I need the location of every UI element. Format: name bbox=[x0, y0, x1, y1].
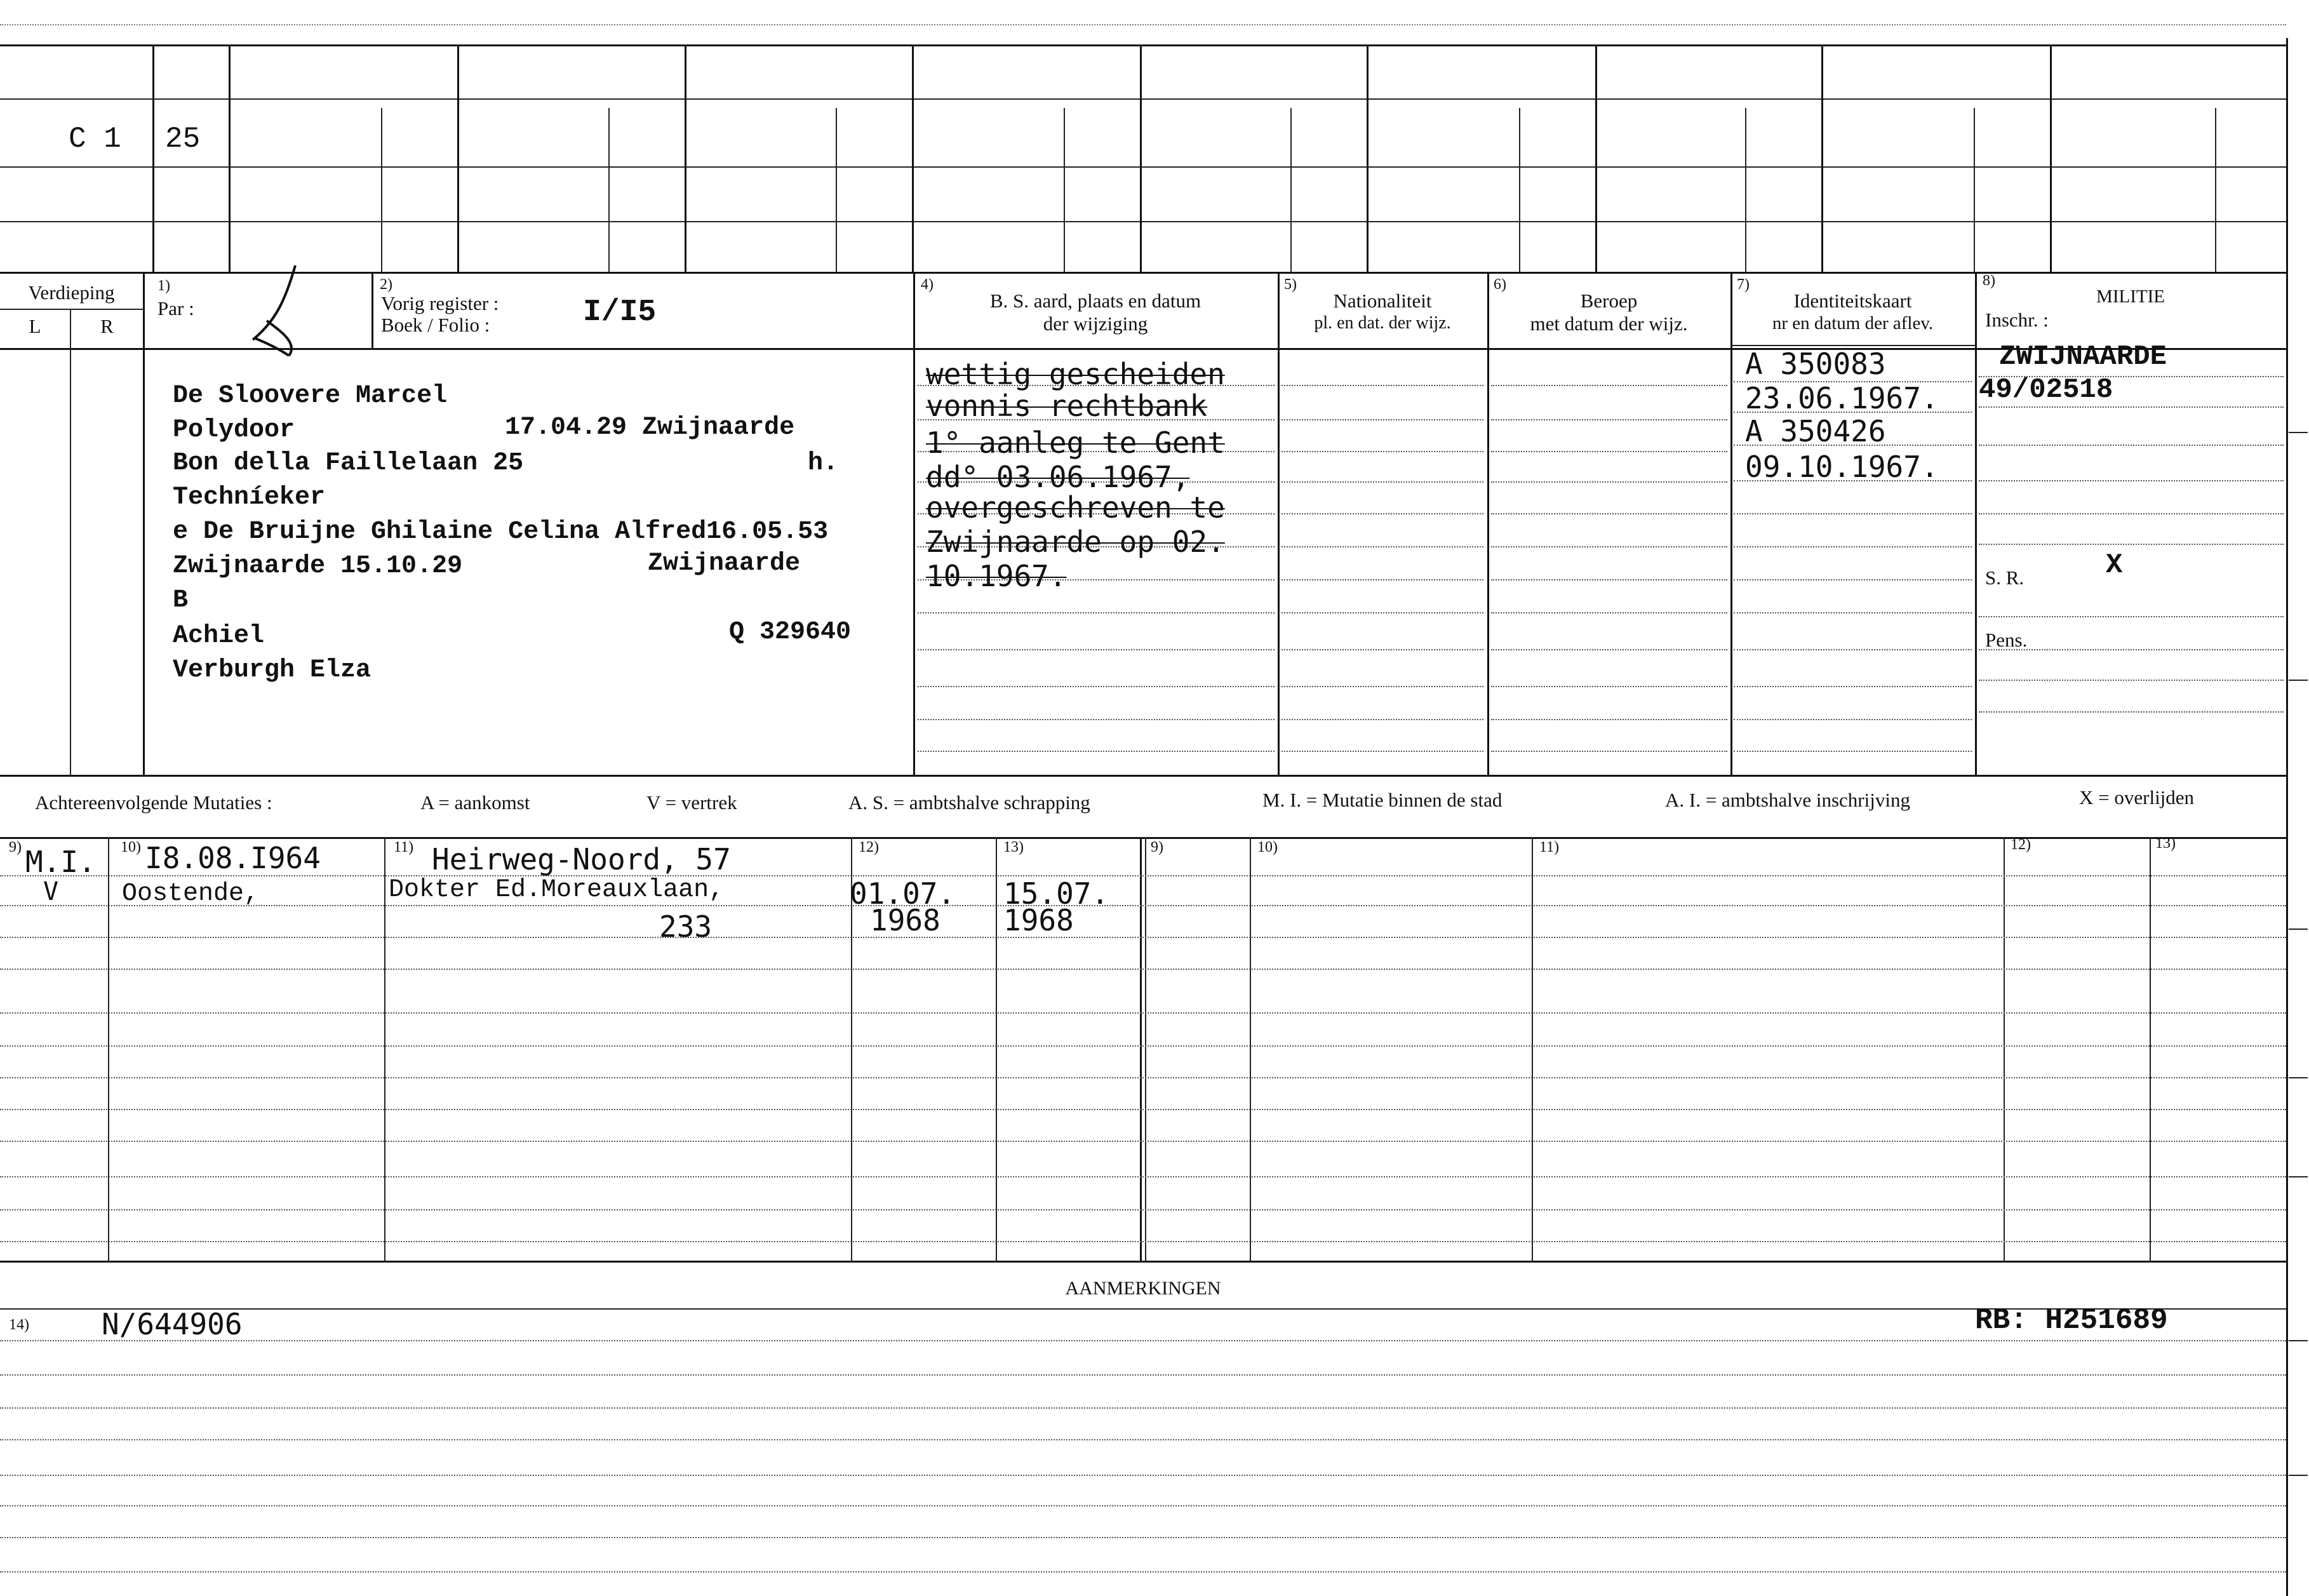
n4-label: 4) bbox=[921, 276, 934, 293]
col-11b-label: 11) bbox=[1539, 839, 1560, 855]
mutatie-3-year-12: 1968 bbox=[870, 903, 940, 937]
legend-v: V = vertrek bbox=[646, 791, 737, 814]
bs-line-1: wettig gescheiden bbox=[926, 357, 1225, 391]
bs-header-2: der wijziging bbox=[1043, 312, 1148, 335]
militie-header: MILITIE bbox=[2096, 286, 2165, 307]
sr-label: S. R. bbox=[1985, 567, 2025, 589]
code-right: 25 bbox=[165, 123, 201, 156]
legend-as: A. S. = ambtshalve schrapping bbox=[848, 791, 1090, 814]
register-value: I/I5 bbox=[583, 295, 657, 330]
n2-label: 2) bbox=[380, 276, 392, 293]
boek-folio-label: Boek / Folio : bbox=[381, 314, 490, 336]
person-h: h. bbox=[808, 449, 839, 478]
par-handwritten-mark bbox=[241, 260, 330, 362]
col-12b-label: 12) bbox=[2011, 836, 2031, 853]
code-left: C 1 bbox=[69, 123, 121, 156]
n6-label: 6) bbox=[1494, 276, 1506, 293]
col-13b-label: 13) bbox=[2155, 835, 2176, 852]
pens-label: Pens. bbox=[1985, 629, 2028, 651]
mutatie-2-date-13: 15.07. bbox=[1003, 876, 1109, 911]
col-10-label: 10) bbox=[121, 839, 141, 855]
person-id-number: Q 329640 bbox=[729, 618, 852, 647]
mutatie-1-address: Heirweg-Noord, 57 bbox=[432, 842, 731, 876]
person-spouse: e De Bruijne Ghilaine Celina Alfred16.05.53 bbox=[173, 518, 829, 546]
mutatie-2-place: Oostende, bbox=[122, 880, 260, 908]
legend-mi: M. I. = Mutatie binnen de stad bbox=[1262, 789, 1503, 811]
l-label: L bbox=[29, 315, 41, 337]
mutatie-2-address: Dokter Ed.Moreauxlaan, bbox=[389, 876, 725, 904]
nat-header-1: Nationaliteit bbox=[1333, 290, 1432, 312]
id-card-2: A 350426 bbox=[1745, 414, 1886, 448]
col-10b-label: 10) bbox=[1257, 839, 1278, 855]
legend-title: Achtereenvolgende Mutaties : bbox=[35, 791, 272, 814]
mutatie-3-year-13: 1968 bbox=[1003, 903, 1074, 937]
militie-place: ZWIJNAARDE bbox=[1999, 341, 2167, 373]
person-place: Zwijnaarde bbox=[648, 549, 801, 578]
person-occupation: Techníeker bbox=[173, 483, 326, 512]
id-card-1: A 350083 bbox=[1745, 347, 1886, 381]
col-9b-label: 9) bbox=[1151, 839, 1163, 855]
bs-line-3: 1° aanleg te Gent bbox=[926, 426, 1225, 460]
bs-line-6: Zwijnaarde op 02. bbox=[926, 525, 1225, 559]
person-b: B bbox=[173, 586, 189, 615]
col-12-label: 12) bbox=[859, 839, 879, 855]
militie-number: 49/02518 bbox=[1979, 374, 2113, 406]
vorig-register-label: Vorig register : bbox=[381, 292, 499, 314]
col-13-label: 13) bbox=[1003, 839, 1024, 855]
mutatie-3-address: 233 bbox=[659, 909, 713, 944]
nat-header-2: pl. en dat. der wijz. bbox=[1314, 313, 1451, 333]
mutatie-2-type: V bbox=[43, 877, 59, 906]
inschr-label: Inschr. : bbox=[1985, 309, 2049, 331]
bs-line-4: dd° 03.06.1967, bbox=[926, 460, 1190, 494]
n1-label: 1) bbox=[157, 278, 170, 294]
bs-line-2: vonnis rechtbank bbox=[926, 389, 1208, 423]
sr-value: X bbox=[2106, 549, 2123, 581]
legend-x: X = overlijden bbox=[2079, 786, 2195, 808]
aanmerkingen-title: AANMERKINGEN bbox=[1065, 1278, 1221, 1299]
id-header-1: Identiteitskaart bbox=[1793, 290, 1912, 312]
person-name: De Sloovere Marcel bbox=[173, 382, 448, 410]
bs-line-7: 10.1967. bbox=[926, 559, 1067, 593]
bs-header-1: B. S. aard, plaats en datum bbox=[989, 290, 1201, 312]
rb-number: RB: H251689 bbox=[1975, 1304, 2168, 1337]
person-address: Bon della Faillelaan 25 bbox=[173, 449, 524, 478]
mutatie-2-date-12: 01.07. bbox=[850, 876, 956, 911]
person-birth: 17.04.29 Zwijnaarde bbox=[505, 413, 795, 442]
id-card-2-date: 09.10.1967. bbox=[1745, 450, 1939, 484]
id-card-1-date: 23.06.1967. bbox=[1745, 381, 1939, 415]
n7-label: 7) bbox=[1737, 276, 1750, 293]
r-label: R bbox=[100, 315, 114, 337]
n8-label: 8) bbox=[1983, 272, 1995, 289]
col-11-label: 11) bbox=[394, 839, 414, 855]
bs-line-5: overgeschreven te bbox=[926, 490, 1225, 525]
beroep-header-1: Beroep bbox=[1580, 290, 1638, 312]
verdieping-label: Verdieping bbox=[28, 281, 115, 304]
n5-label: 5) bbox=[1284, 276, 1297, 293]
beroep-header-2: met datum der wijz. bbox=[1530, 312, 1688, 335]
n-number: N/644906 bbox=[102, 1307, 243, 1341]
par-label: Par : bbox=[157, 297, 194, 319]
person-spouse-birth: Zwijnaarde 15.10.29 bbox=[173, 552, 463, 580]
col-9-label: 9) bbox=[9, 839, 22, 855]
n14-label: 14) bbox=[9, 1317, 29, 1333]
legend-a: A = aankomst bbox=[420, 791, 530, 814]
mutatie-1-date: I8.08.I964 bbox=[145, 841, 321, 875]
person-mother: Verburgh Elza bbox=[173, 656, 371, 685]
person-father: Achiel bbox=[173, 622, 265, 650]
legend-ai: A. I. = ambtshalve inschrijving bbox=[1665, 789, 1910, 811]
id-header-2: nr en datum der aflev. bbox=[1772, 313, 1934, 333]
mutatie-1-type: M.I. bbox=[25, 845, 96, 879]
person-firstname-2: Polydoor bbox=[173, 416, 295, 445]
